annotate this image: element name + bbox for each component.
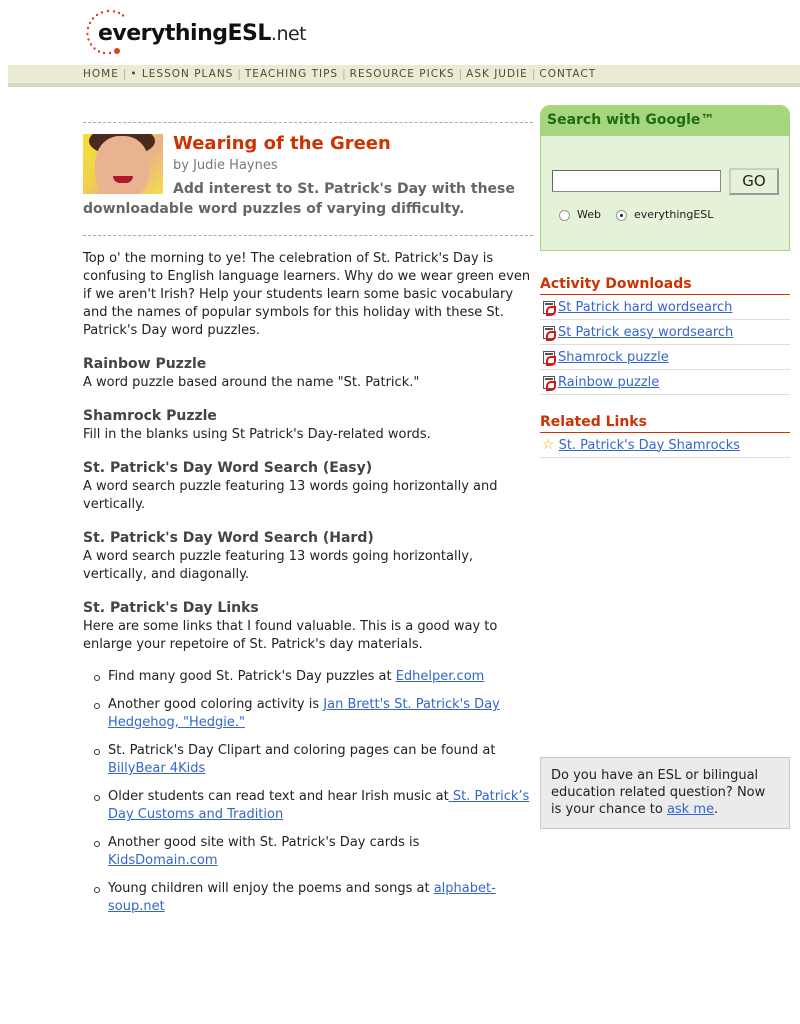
- related-heading: Related Links: [540, 413, 790, 433]
- divider: [83, 235, 533, 236]
- ask-me-link[interactable]: ask me: [666, 802, 714, 817]
- nav-teaching-tips[interactable]: TEACHING TIPS: [244, 68, 339, 80]
- article-photo: [83, 134, 163, 194]
- nav-separator: |: [458, 68, 463, 80]
- section-text: A word search puzzle featuring 13 words going horizontally and vertically.: [83, 479, 498, 512]
- download-rainbow-puzzle[interactable]: Rainbow puzzle: [558, 374, 660, 390]
- section-text: A word puzzle based around the name "St. Patrick.": [83, 375, 420, 390]
- top-nav: [8, 65, 800, 87]
- list-item: Find many good St. Patrick's Day puzzles at Edhelper.com: [108, 668, 533, 686]
- section-text: Here are some links that I found valuable. This is a good way to enlarge your repetoire of St. Patrick's day materials.: [83, 619, 498, 652]
- intro-paragraph: Top o' the morning to ye! The celebration of St. Patrick's Day is confusing to English language learners. Why do we wear green even if we aren't Irish? Help your students learn some basic vocabulary and the names of popular symbols for this holiday with these St. Patrick's Day word puzzles.: [83, 251, 531, 338]
- ask-text: Do you have an ESL or bilingual education related question? Now is your chance to: [551, 768, 766, 817]
- article: [83, 122, 533, 926]
- section-heading: St. Patrick's Day Links: [83, 600, 259, 616]
- pdf-icon: [543, 326, 555, 339]
- radio-everythingesl-label: everythingESL: [633, 208, 714, 221]
- nav-contact[interactable]: CONTACT: [539, 68, 597, 80]
- search-scope: [559, 208, 713, 221]
- link-alphabet-soup[interactable]: alphabet-soup.net: [108, 881, 496, 914]
- link-edhelper[interactable]: Edhelper.com: [395, 669, 485, 684]
- ask-judie-box: Do you have an ESL or bilingual education related question? Now is your chance to ask me.: [540, 757, 790, 829]
- resource-links-list: [83, 668, 533, 916]
- search-heading: Search with Google™: [541, 106, 789, 136]
- article-intro: [83, 123, 533, 235]
- nav-separator: |: [122, 68, 127, 80]
- activity-downloads: [540, 275, 790, 395]
- related-item: [540, 433, 790, 458]
- list-item: St. Patrick's Day Clipart and coloring pages can be found at BillyBear 4Kids: [108, 742, 533, 778]
- link-jan-brett[interactable]: Jan Brett's St. Patrick's Day Hedgehog, "Hedgie.": [108, 697, 500, 730]
- list-item: Older students can read text and hear Irish music at St. Patrick’s Day Customs and Tradition: [108, 788, 533, 824]
- link-billybear[interactable]: BillyBear 4Kids: [108, 761, 206, 776]
- download-item: [540, 320, 790, 345]
- related-links: [540, 413, 790, 458]
- link-kidsdomain[interactable]: KidsDomain.com: [108, 853, 218, 868]
- nav-separator: |: [531, 68, 536, 80]
- list-item: Another good coloring activity is Jan Brett's St. Patrick's Day Hedgehog, "Hedgie.": [108, 696, 533, 732]
- star-icon: ☆: [542, 437, 555, 453]
- google-search-box: [540, 105, 790, 251]
- section-heading: St. Patrick's Day Word Search (Hard): [83, 530, 374, 546]
- pdf-icon: [543, 301, 555, 314]
- section-text: Fill in the blanks using St Patrick's Day-related words.: [83, 427, 431, 442]
- section-heading: Rainbow Puzzle: [83, 356, 207, 372]
- nav-ask-judie[interactable]: ASK JUDIE: [466, 68, 528, 80]
- list-item: Another good site with St. Patrick's Day cards is KidsDomain.com: [108, 834, 533, 870]
- author-byline: by Judie Haynes: [173, 158, 278, 173]
- nav-resource-picks[interactable]: RESOURCE PICKS: [349, 68, 455, 80]
- download-item: [540, 345, 790, 370]
- link-shamrocks[interactable]: St. Patrick's Day Shamrocks: [558, 437, 740, 453]
- radio-everythingesl[interactable]: [616, 210, 627, 221]
- download-item: [540, 370, 790, 395]
- radio-web-label: Web: [577, 208, 601, 221]
- download-shamrock-puzzle[interactable]: Shamrock puzzle: [558, 349, 669, 365]
- site-logo[interactable]: [84, 8, 307, 58]
- section-text: A word search puzzle featuring 13 words going horizontally, vertically, and diagonally.: [83, 549, 474, 582]
- nav-separator: |: [342, 68, 346, 80]
- link-customs-tradition[interactable]: St. Patrick’s Day Customs and Tradition: [108, 789, 530, 822]
- downloads-heading: Activity Downloads: [540, 275, 790, 295]
- article-deck: Add interest to St. Patrick's Day with these downloadable word puzzles of varying difficulty.: [83, 181, 515, 217]
- logo-text: everythingESL.net: [98, 21, 307, 46]
- section-heading: St. Patrick's Day Word Search (Easy): [83, 460, 373, 476]
- nav-home[interactable]: HOME: [83, 68, 119, 80]
- go-button[interactable]: GO: [729, 168, 779, 195]
- pdf-icon: [543, 351, 555, 364]
- radio-web[interactable]: [559, 210, 570, 221]
- list-item: Young children will enjoy the poems and songs at alphabet-soup.net: [108, 880, 533, 916]
- nav-lesson-plans[interactable]: • LESSON PLANS: [130, 68, 234, 80]
- nav-separator: |: [237, 68, 241, 80]
- page-title: Wearing of the Green: [173, 133, 391, 154]
- download-hard-wordsearch[interactable]: St Patrick hard wordsearch: [558, 299, 733, 315]
- section-heading: Shamrock Puzzle: [83, 408, 217, 424]
- download-item: [540, 295, 790, 320]
- pdf-icon: [543, 376, 555, 389]
- download-easy-wordsearch[interactable]: St Patrick easy wordsearch: [558, 324, 734, 340]
- search-input[interactable]: [552, 170, 721, 192]
